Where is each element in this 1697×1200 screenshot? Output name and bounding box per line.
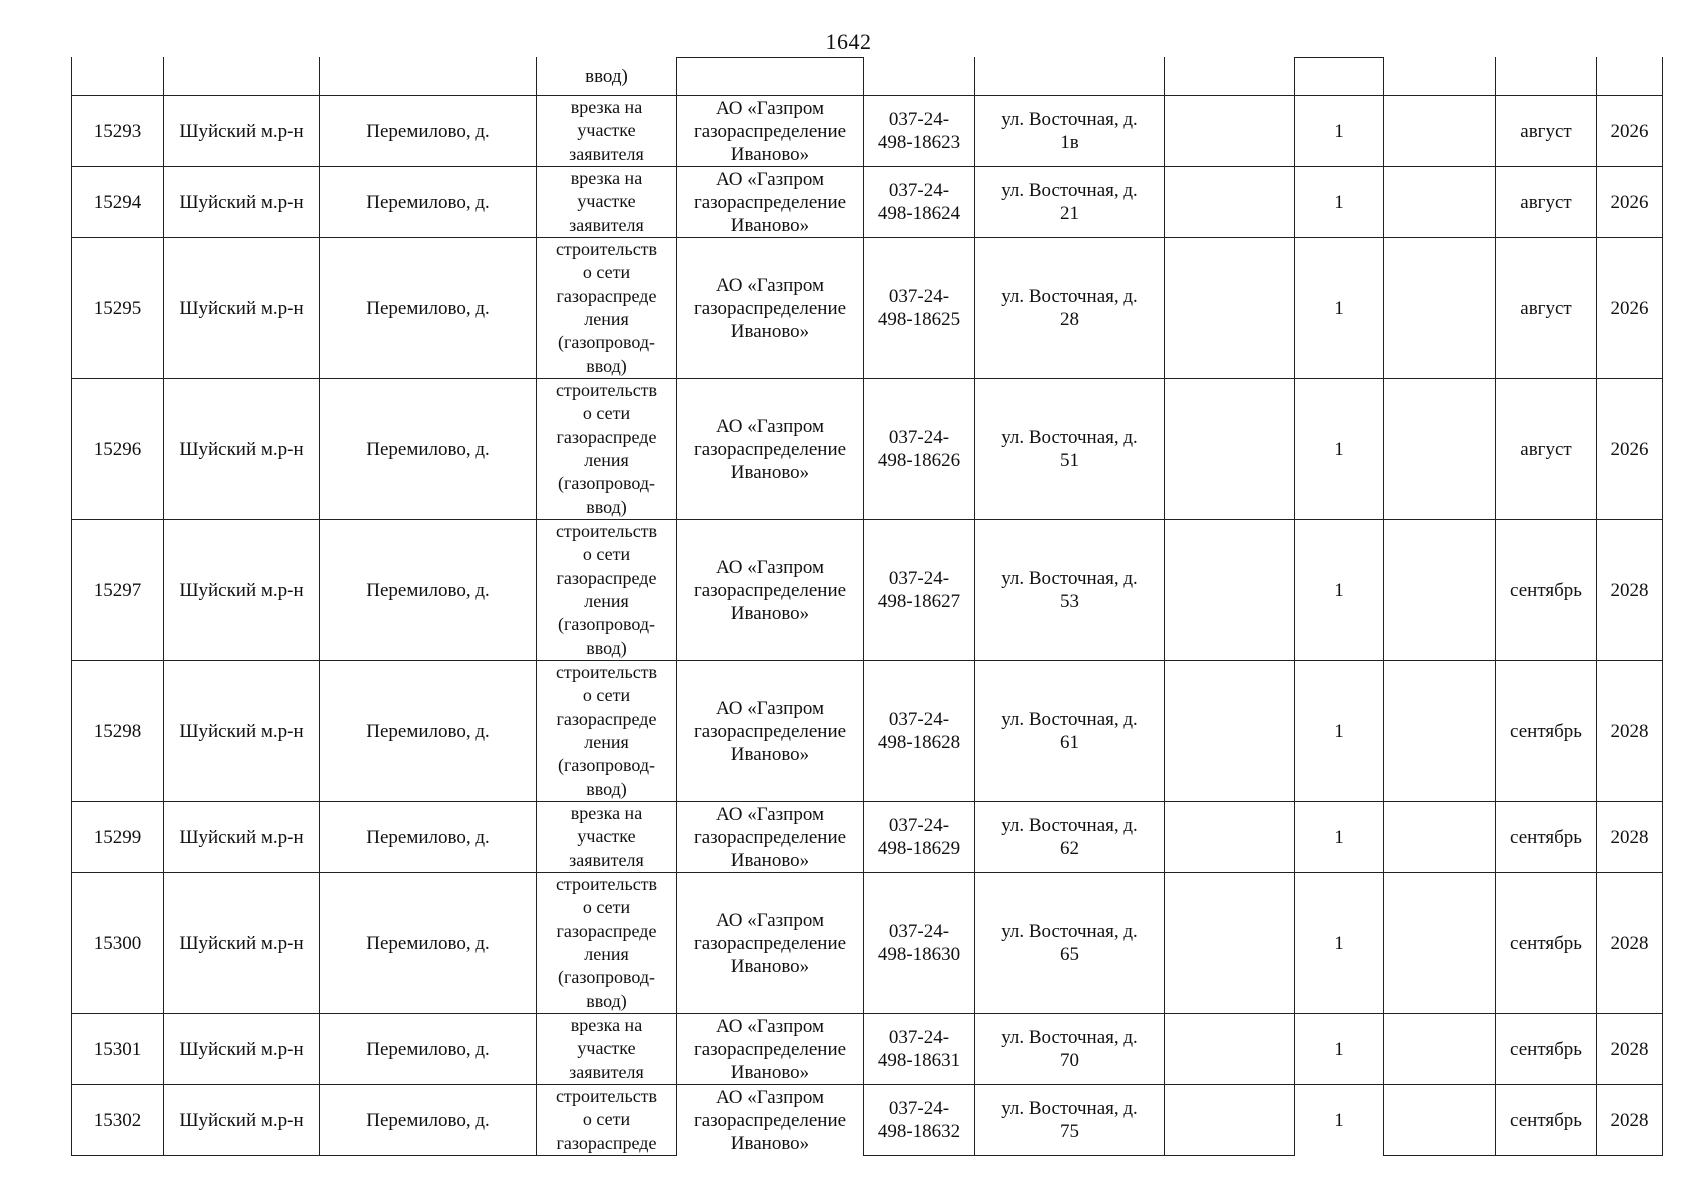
cell-code: 037-24- 498-18630 (863, 873, 974, 1014)
cell-work: строительств о сети газораспреде ления (газопровод- ввод) (536, 873, 676, 1014)
cell-month: сентябрь (1495, 661, 1596, 802)
cell-year: 2028 (1596, 802, 1663, 873)
cell-address: ул. Восточная, д. 53 (974, 520, 1164, 661)
cell-month: сентябрь (1495, 520, 1596, 661)
cell-code: 037-24- 498-18623 (863, 96, 974, 167)
cell-year: 2026 (1596, 379, 1663, 520)
cell-blank-a (1164, 379, 1294, 520)
cell-code: 037-24- 498-18627 (863, 520, 974, 661)
continued-cell-district (163, 57, 319, 96)
cell-work: врезка на участке заявителя (536, 1014, 676, 1085)
cell-org: АО «Газпром газораспределение Иваново» (676, 1014, 863, 1085)
continued-cell-locality (319, 57, 536, 96)
continued-cell-blank-b (1383, 57, 1495, 96)
cell-district: Шуйский м.р-н (163, 802, 319, 873)
continued-cell-code (863, 57, 974, 96)
cell-locality: Перемилово, д. (319, 661, 536, 802)
cell-district: Шуйский м.р-н (163, 873, 319, 1014)
cell-qty: 1 (1294, 167, 1383, 238)
cell-work: строительств о сети газораспреде ления (газопровод- ввод) (536, 238, 676, 379)
cell-month: сентябрь (1495, 802, 1596, 873)
cell-qty: 1 (1294, 873, 1383, 1014)
cell-id: 15299 (71, 802, 163, 873)
cell-blank-b (1383, 96, 1495, 167)
continued-cell-blank-a (1164, 57, 1294, 96)
cell-blank-b (1383, 167, 1495, 238)
cell-work: врезка на участке заявителя (536, 96, 676, 167)
cell-id: 15302 (71, 1085, 163, 1156)
cell-blank-a (1164, 167, 1294, 238)
cell-blank-a (1164, 96, 1294, 167)
cell-org: АО «Газпром газораспределение Иваново» (676, 802, 863, 873)
cell-month: август (1495, 96, 1596, 167)
cell-work: строительств о сети газораспреде ления (газопровод- ввод) (536, 661, 676, 802)
cell-org: АО «Газпром газораспределение Иваново» (676, 96, 863, 167)
continued-cell-address (974, 57, 1164, 96)
continued-cell-work: ввод) (536, 57, 676, 96)
cell-qty: 1 (1294, 520, 1383, 661)
cell-locality: Перемилово, д. (319, 520, 536, 661)
cell-blank-b (1383, 802, 1495, 873)
cell-address: ул. Восточная, д. 21 (974, 167, 1164, 238)
cell-code: 037-24- 498-18629 (863, 802, 974, 873)
cell-org: АО «Газпром газораспределение Иваново» (676, 1085, 863, 1156)
gas-connection-table (71, 57, 1663, 1154)
cell-blank-a (1164, 238, 1294, 379)
cell-district: Шуйский м.р-н (163, 1085, 319, 1156)
cell-address: ул. Восточная, д. 51 (974, 379, 1164, 520)
cell-address: ул. Восточная, д. 75 (974, 1085, 1164, 1156)
cell-id: 15294 (71, 167, 163, 238)
cell-address: ул. Восточная, д. 61 (974, 661, 1164, 802)
cell-org: АО «Газпром газораспределение Иваново» (676, 873, 863, 1014)
cell-work: строительств о сети газораспреде ления (газопровод- ввод) (536, 520, 676, 661)
cell-year: 2026 (1596, 96, 1663, 167)
cell-qty: 1 (1294, 802, 1383, 873)
cell-blank-a (1164, 520, 1294, 661)
cell-qty: 1 (1294, 96, 1383, 167)
cell-blank-b (1383, 238, 1495, 379)
cell-blank-b (1383, 1014, 1495, 1085)
cell-blank-b (1383, 1085, 1495, 1156)
cell-address: ул. Восточная, д. 70 (974, 1014, 1164, 1085)
cell-year: 2028 (1596, 873, 1663, 1014)
cell-locality: Перемилово, д. (319, 1014, 536, 1085)
continued-cell-id (71, 57, 163, 96)
cell-id: 15300 (71, 873, 163, 1014)
cell-code: 037-24- 498-18628 (863, 661, 974, 802)
continued-cell-month (1495, 57, 1596, 96)
cell-qty: 1 (1294, 1014, 1383, 1085)
cell-locality: Перемилово, д. (319, 1085, 536, 1156)
cell-blank-a (1164, 1014, 1294, 1085)
cell-work: строительств о сети газораспреде (536, 1085, 676, 1156)
cell-org: АО «Газпром газораспределение Иваново» (676, 520, 863, 661)
cell-month: сентябрь (1495, 873, 1596, 1014)
cell-org: АО «Газпром газораспределение Иваново» (676, 379, 863, 520)
cell-locality: Перемилово, д. (319, 379, 536, 520)
cell-blank-b (1383, 379, 1495, 520)
cell-locality: Перемилово, д. (319, 167, 536, 238)
cell-address: ул. Восточная, д. 65 (974, 873, 1164, 1014)
cell-id: 15295 (71, 238, 163, 379)
cell-year: 2026 (1596, 167, 1663, 238)
cell-month: август (1495, 238, 1596, 379)
cell-qty: 1 (1294, 238, 1383, 379)
cell-work: врезка на участке заявителя (536, 167, 676, 238)
cell-district: Шуйский м.р-н (163, 96, 319, 167)
cell-district: Шуйский м.р-н (163, 167, 319, 238)
cell-locality: Перемилово, д. (319, 96, 536, 167)
cell-code: 037-24- 498-18631 (863, 1014, 974, 1085)
cell-district: Шуйский м.р-н (163, 661, 319, 802)
cell-year: 2028 (1596, 1014, 1663, 1085)
continued-cell-org (676, 57, 863, 96)
cell-blank-b (1383, 520, 1495, 661)
cell-month: сентябрь (1495, 1085, 1596, 1156)
cell-address: ул. Восточная, д. 28 (974, 238, 1164, 379)
cell-month: август (1495, 167, 1596, 238)
cell-blank-a (1164, 873, 1294, 1014)
cell-id: 15301 (71, 1014, 163, 1085)
cell-address: ул. Восточная, д. 1в (974, 96, 1164, 167)
cell-work: строительств о сети газораспреде ления (газопровод- ввод) (536, 379, 676, 520)
cell-qty: 1 (1294, 661, 1383, 802)
cell-locality: Перемилово, д. (319, 873, 536, 1014)
cell-id: 15293 (71, 96, 163, 167)
cell-code: 037-24- 498-18625 (863, 238, 974, 379)
cell-year: 2026 (1596, 238, 1663, 379)
cell-blank-a (1164, 661, 1294, 802)
cell-year: 2028 (1596, 1085, 1663, 1156)
cell-work: врезка на участке заявителя (536, 802, 676, 873)
continued-cell-qty (1294, 57, 1383, 96)
cell-qty: 1 (1294, 379, 1383, 520)
cell-id: 15296 (71, 379, 163, 520)
cell-month: август (1495, 379, 1596, 520)
cell-year: 2028 (1596, 520, 1663, 661)
cell-code: 037-24- 498-18632 (863, 1085, 974, 1156)
continued-cell-year (1596, 57, 1663, 96)
cell-org: АО «Газпром газораспределение Иваново» (676, 238, 863, 379)
cell-district: Шуйский м.р-н (163, 238, 319, 379)
cell-blank-b (1383, 661, 1495, 802)
cell-code: 037-24- 498-18626 (863, 379, 974, 520)
cell-year: 2028 (1596, 661, 1663, 802)
cell-id: 15298 (71, 661, 163, 802)
cell-blank-a (1164, 802, 1294, 873)
cell-org: АО «Газпром газораспределение Иваново» (676, 167, 863, 238)
cell-district: Шуйский м.р-н (163, 520, 319, 661)
cell-code: 037-24- 498-18624 (863, 167, 974, 238)
cell-address: ул. Восточная, д. 62 (974, 802, 1164, 873)
cell-district: Шуйский м.р-н (163, 1014, 319, 1085)
cell-locality: Перемилово, д. (319, 238, 536, 379)
cell-month: сентябрь (1495, 1014, 1596, 1085)
cell-org: АО «Газпром газораспределение Иваново» (676, 661, 863, 802)
cell-district: Шуйский м.р-н (163, 379, 319, 520)
cell-locality: Перемилово, д. (319, 802, 536, 873)
cell-id: 15297 (71, 520, 163, 661)
cell-qty: 1 (1294, 1085, 1383, 1156)
page-number: 1642 (825, 29, 872, 54)
cell-blank-b (1383, 873, 1495, 1014)
cell-blank-a (1164, 1085, 1294, 1156)
